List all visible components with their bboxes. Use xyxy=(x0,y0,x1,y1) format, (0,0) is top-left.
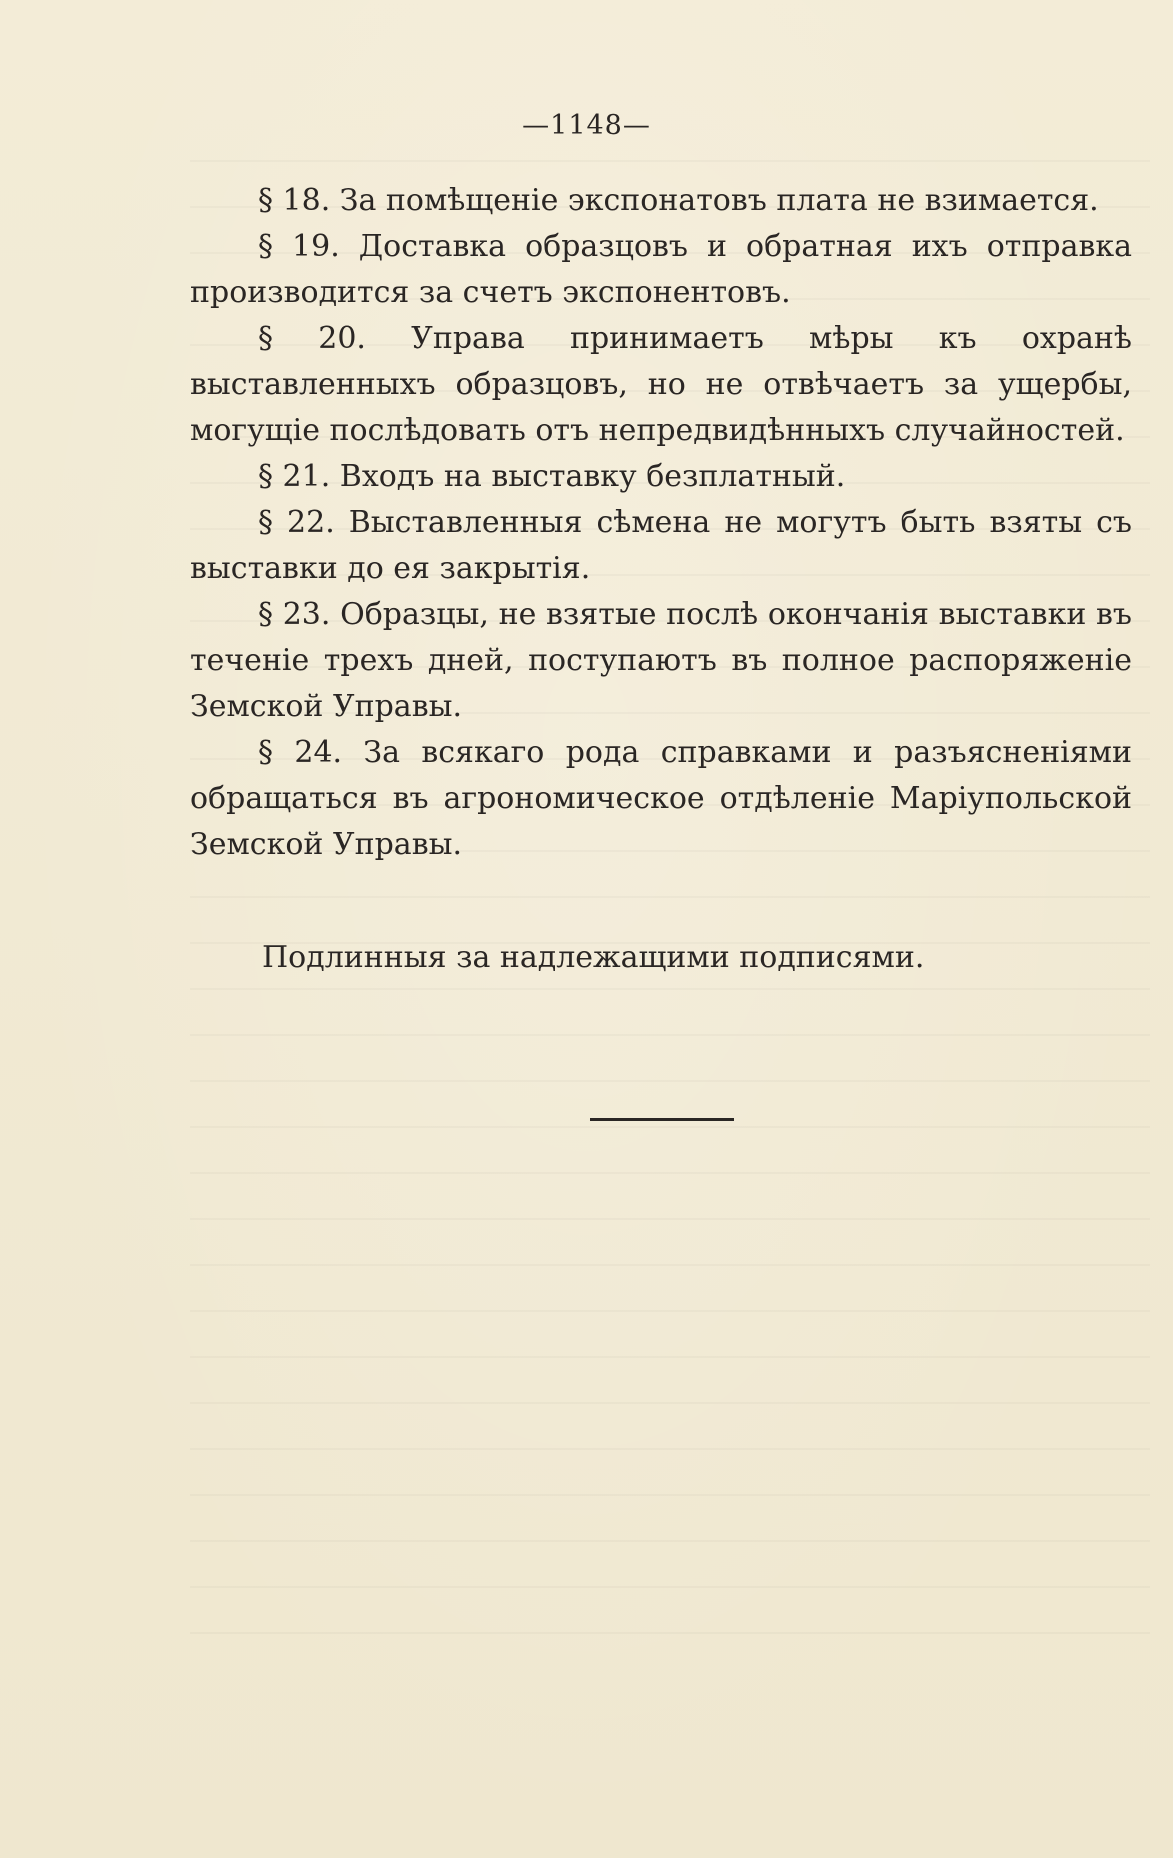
paragraph-23: § 23. Образцы, не взятые послѣ окончанія выставки въ теченіе трехъ дней, поступаютъ въ полное распоряженіе Земской Управы. xyxy=(190,597,1132,724)
closing-line: Подлинныя за надлежащими подписями. xyxy=(262,940,925,975)
paragraph-20: § 20. Управа принимаетъ мѣры къ охранѣ выставленныхъ образцовъ, но не отвѣчаетъ за ущербы, могущіе послѣдовать отъ непредвидѣнныхъ случайностей. xyxy=(190,321,1132,448)
paragraph-19: § 19. Доставка образцовъ и обратная ихъ отправка производится за счетъ экспонентовъ. xyxy=(190,229,1132,310)
body-text xyxy=(190,178,1132,868)
end-rule xyxy=(590,1118,734,1121)
paragraph-24: § 24. За всякаго рода справками и разъясненіями обращаться въ агрономическое отдѣленіе Маріупольской Земской Управы. xyxy=(190,735,1132,862)
page-number: —1148— xyxy=(522,110,651,141)
paragraph-22: § 22. Выставленныя сѣмена не могутъ быть взяты съ выставки до ея закрытія. xyxy=(190,505,1132,586)
paragraph-21: § 21. Входъ на выставку безплатный. xyxy=(258,459,846,494)
paragraph-18: § 18. За помѣщеніе экспонатовъ плата не взимается. xyxy=(258,183,1099,218)
